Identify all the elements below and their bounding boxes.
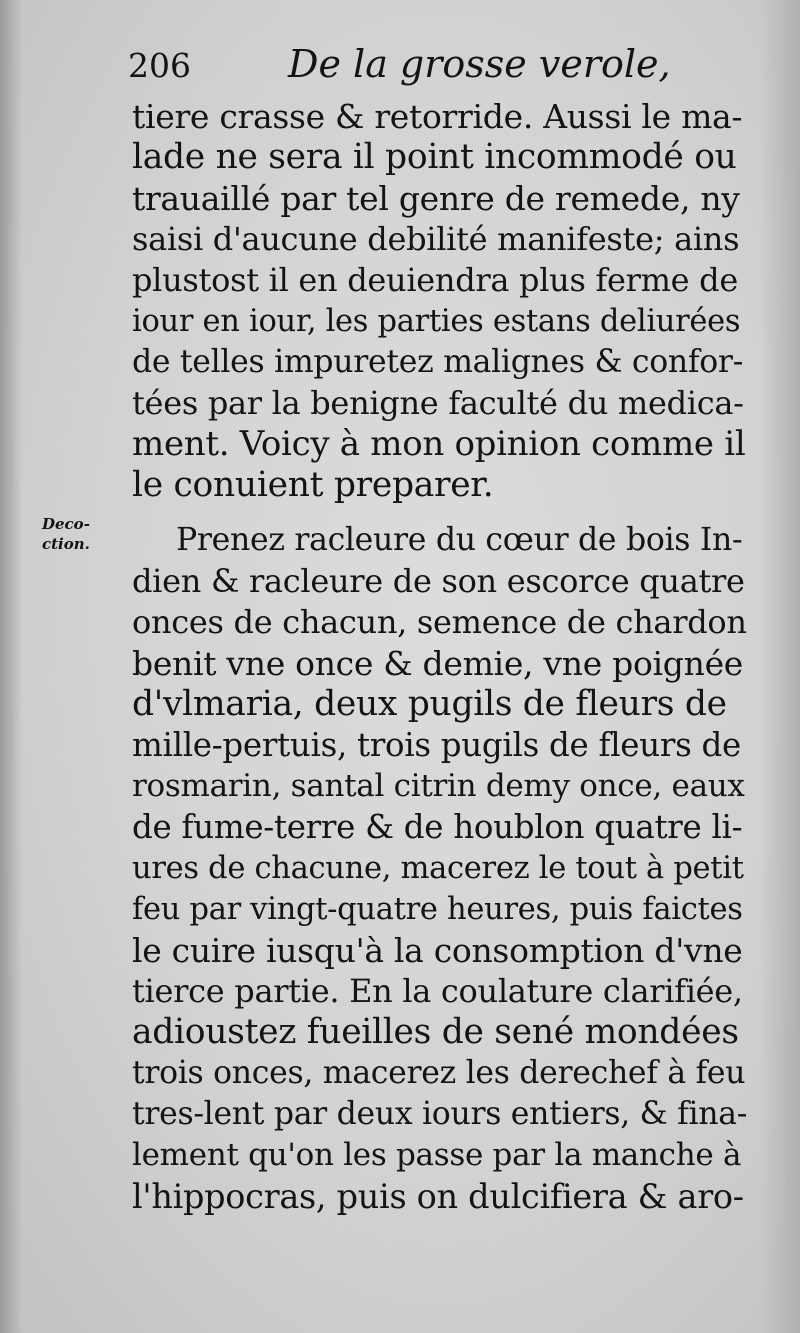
paragraph-2	[132, 520, 747, 1217]
text-line: Prenez racleure du cœur de bois In-	[176, 522, 743, 558]
text-line: rosmarin, santal citrin demy once, eaux	[132, 768, 745, 804]
text-line: le cuire iusqu'à la consomption d'vne	[132, 931, 743, 970]
running-head: De la grosse verole,	[288, 42, 671, 86]
text-line: de telles impuretez malignes & confor-	[132, 344, 744, 380]
text-line: le conuient preparer.	[132, 465, 494, 505]
text-line: tres-lent par deux iours entiers, & fina-	[132, 1096, 748, 1132]
marginal-note-line: Deco-	[42, 515, 90, 533]
text-line: adioustez fueilles de sené mondées	[132, 1012, 739, 1052]
text-line: tierce partie. En la coulature clarifiée,	[132, 972, 743, 1010]
text-line: tiere crasse & retorride. Aussi le ma-	[132, 97, 743, 136]
page-number: 206	[128, 46, 191, 85]
text-line: onces de chacun, semence de chardon	[132, 603, 747, 641]
marginal-note	[42, 514, 122, 554]
text-line: trauaillé par tel genre de remede, ny	[132, 179, 740, 218]
text-line: saisi d'aucune debilité manifeste; ains	[132, 220, 740, 258]
text-line: l'hippocras, puis on dulcifiera & aro-	[132, 1177, 744, 1216]
text-line: de fume-terre & de houblon quatre li-	[132, 808, 743, 846]
text-line: ures de chacune, macerez le tout à petit	[132, 851, 744, 886]
text-line: lade ne sera il point incommodé ou	[132, 137, 737, 177]
paragraph-1	[132, 96, 747, 506]
text-line: mille-pertuis, trois pugils de fleurs de	[132, 726, 741, 764]
text-line: iour en iour, les parties estans deliurées	[132, 304, 741, 339]
text-line: feu par vingt-quatre heures, puis faictes	[132, 892, 743, 927]
text-line: plustost il en deuiendra plus ferme de	[132, 261, 739, 299]
text-line: benit vne once & demie, vne poignée	[132, 644, 744, 683]
body-text	[132, 96, 747, 1217]
text-line: ment. Voicy à mon opinion comme il	[132, 424, 746, 464]
text-line: lement qu'on les passe par la manche à	[132, 1137, 742, 1173]
text-line: d'vlmaria, deux pugils de fleurs de	[132, 684, 727, 724]
text-line: dien & racleure de son escorce quatre	[132, 562, 745, 600]
text-line: trois onces, macerez les derechef à feu	[132, 1055, 746, 1091]
text-line: tées par la benigne faculté du medica-	[132, 384, 744, 422]
marginal-note-line: ction.	[42, 535, 90, 553]
page-header	[128, 38, 671, 96]
